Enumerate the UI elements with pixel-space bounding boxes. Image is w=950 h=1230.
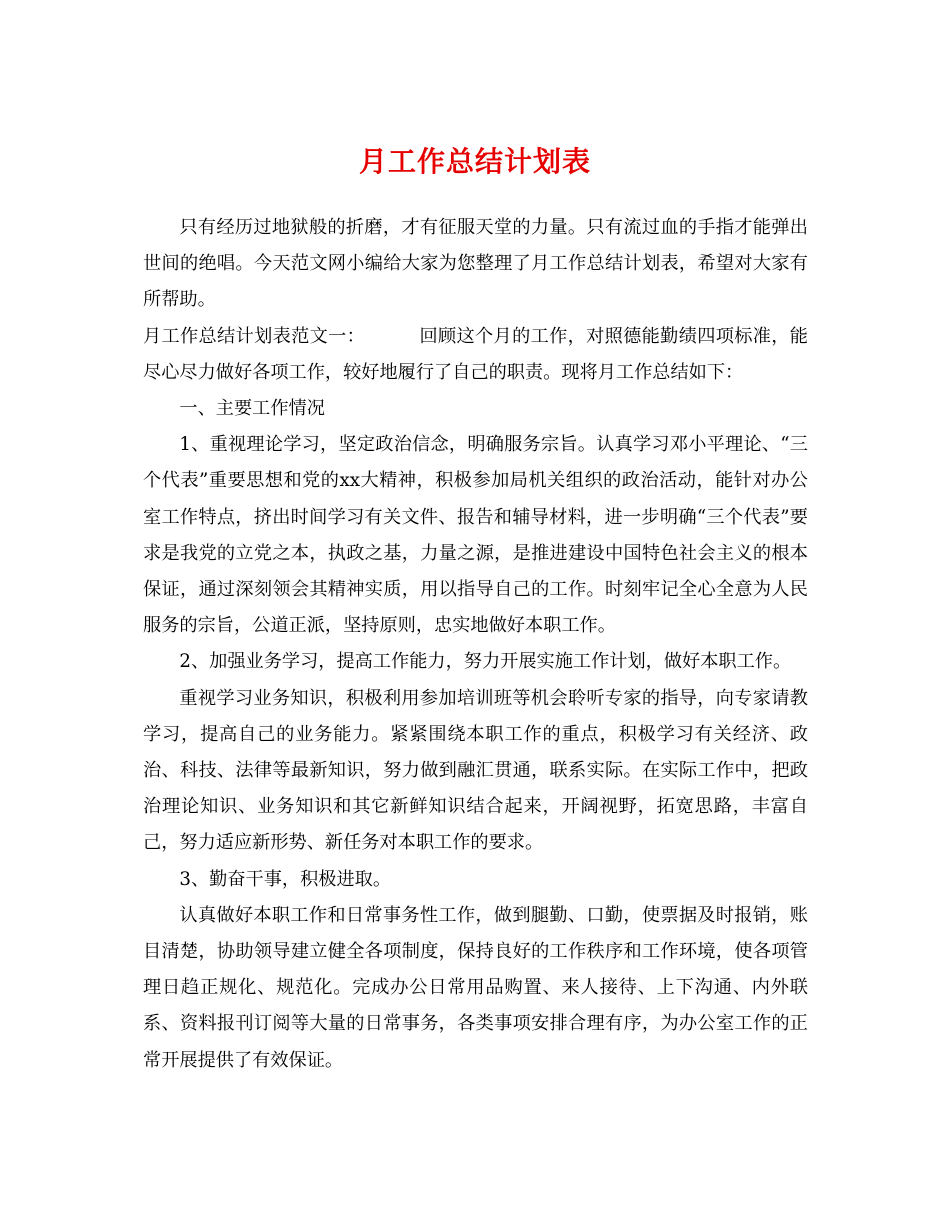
item-2-paragraph: 重视学习业务知识，积极利用参加培训班等机会聆听专家的指导，向专家请教学习，提高自己的业务能力。紧紧围绕本职工作的重点，积极学习有关经济、政治、科技、法律等最新知识，努力做到融汇贯通，联系实际。在实际工作中，把政治理论知识、业务知识和其它新鲜知识结合起来，开阔视野，拓宽思路，丰富自己，努力适应新形势、新任务对本职工作的要求。 [143, 687, 808, 854]
intro-paragraph: 只有经历过地狱般的折磨，才有征服天堂的力量。只有流过血的手指才能弹出世间的绝唱。今天范文网小编给大家为您整理了月工作总结计划表，希望对大家有所帮助。 [143, 217, 808, 311]
item-3-paragraph: 认真做好本职工作和日常事务性工作，做到腿勤、口勤，使票据及时报销，账目清楚，协助领导建立健全各项制度，保持良好的工作秩序和工作环境，使各项管理日趋正规化、规范化。完成办公日常用品购置、来人接待、上下沟通、内外联系、资料报刊订阅等大量的日常事务，各类事项安排合理有序，为办公室工作的正常开展提供了有效保证。 [143, 904, 808, 1071]
sample-paragraph [143, 319, 808, 391]
item-1-paragraph: 1、重视理论学习，坚定政治信念，明确服务宗旨。认真学习邓小平理论、“三个代表”重要思想和党的xx大精神，积极参加局机关组织的政治活动，能针对办公室工作特点，挤出时间学习有关文件、报告和辅导材料，进一步明确“三个代表”要求是我党的立党之本，执政之基，力量之源，是推进建设中国特色社会主义的根本保证，通过深刻领会其精神实质，用以指导自己的工作。时刻牢记全心全意为人民服务的宗旨，公道正派，坚持原则，忠实地做好本职工作。 [143, 434, 808, 637]
document-body [143, 210, 808, 1079]
sample-label: 月工作总结计划表范文一： [143, 325, 366, 347]
sample-text: 回顾这个月的工作，对照德能勤绩四项标准，能尽心尽力做好各项工作，较好地履行了自己的职责。现将月工作总结如下： [143, 325, 808, 383]
document-title: 月工作总结计划表 [358, 145, 591, 178]
item-2-heading: 2、加强业务学习，提高工作能力，努力开展实施工作计划，做好本职工作。 [179, 651, 792, 673]
section-heading: 一、主要工作情况 [179, 398, 325, 420]
item-3-heading: 3、勤奋干事，积极进取。 [179, 868, 392, 890]
